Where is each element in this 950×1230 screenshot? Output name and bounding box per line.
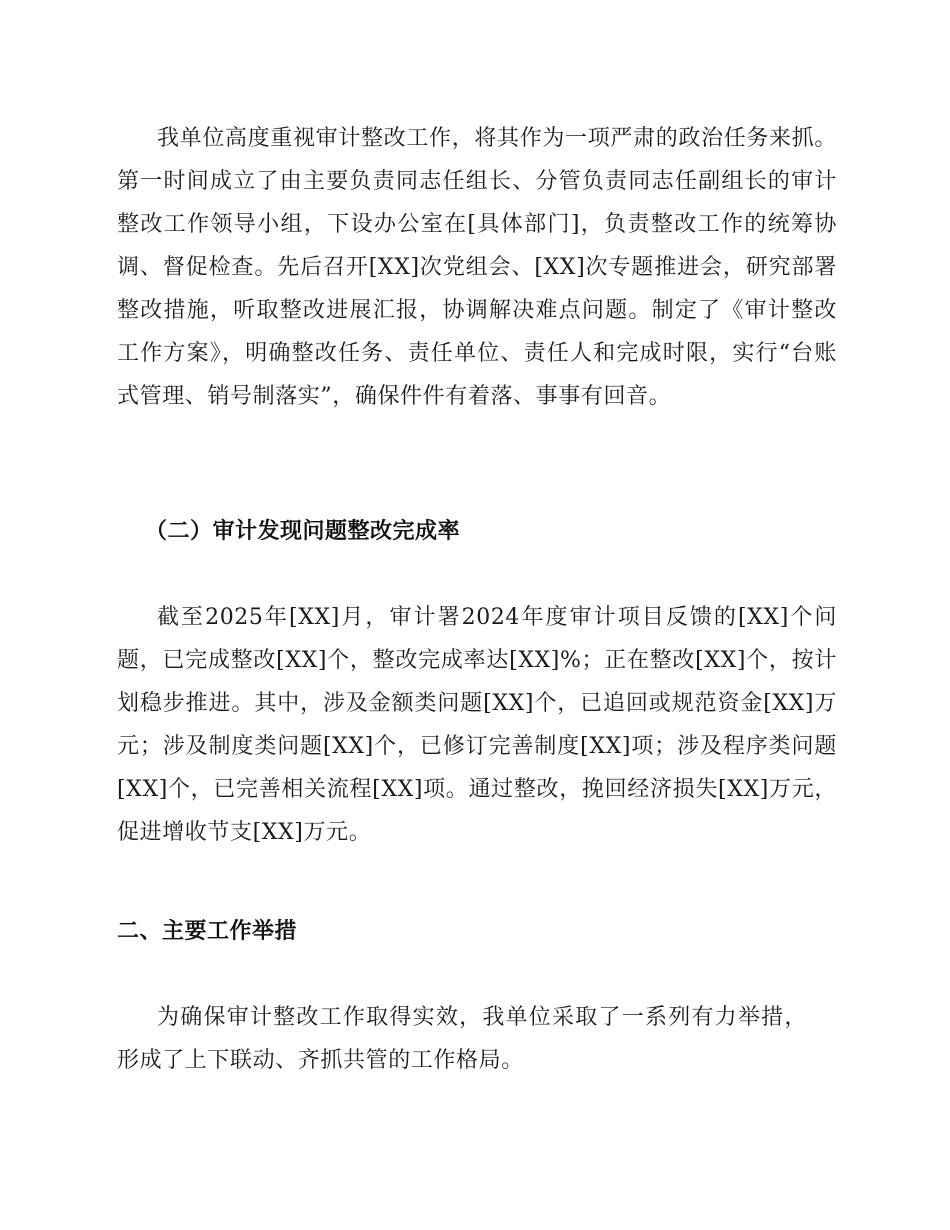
body-paragraph-leadership: 我单位高度重视审计整改工作，将其作为一项严肃的政治任务来抓。第一时间成立了由主要负责同志任组长、分管负责同志任副组长的审计整改工作领导小组，下设办公室在[具体部门]，负责整改工作的统筹协调、督促检查。先后召开[XX]次党组会、[XX]次专题推进会，研究部署整改措施，听取整改进展汇报，协调解决难点问题。制定了《审计整改工作方案》，明确整改任务、责任单位、责任人和完成时限，实行“台账式管理、销号制落实”，确保件件有着落、事事有回音。 bbox=[117, 126, 837, 409]
subheading-rectification-rate: （二）审计发现问题整改完成率 bbox=[145, 519, 461, 544]
body-paragraph-main-measures: 为确保审计整改工作取得实效，我单位采取了一系列有力举措，形成了上下联动、齐抓共管的工作格局。 bbox=[117, 1005, 807, 1073]
body-paragraph-rectification-rate: 截至2025年[XX]月，审计署2024年度审计项目反馈的[XX]个问题，已完成整改[XX]个，整改完成率达[XX]%；正在整改[XX]个，按计划稳步推进。其中，涉及金额类问题[XX]个，已追回或规范资金[XX]万元；涉及制度类问题[XX]个，已修订完善制度[XX]项；涉及程序类问题[XX]个，已完善相关流程[XX]项。通过整改，挽回经济损失[XX]万元，促进增收节支[XX]万元。 bbox=[117, 605, 837, 845]
section-heading-main-measures: 二、主要工作举措 bbox=[117, 919, 298, 944]
